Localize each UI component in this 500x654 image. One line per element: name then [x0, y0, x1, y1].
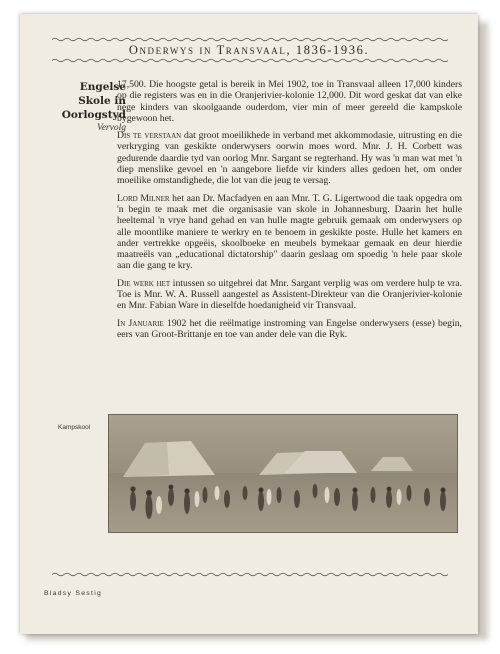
- paragraph-text: 1902 het die reëlmatige instroming van Engelse onderwysers (esse) begin, eers van Groot-Brittanje en toe van ander dele van die Ryk.: [117, 317, 462, 340]
- marginal-heading: [56, 80, 126, 134]
- figure-caption: Kampskool: [58, 424, 91, 431]
- paragraph-text: het aan Dr. Macfadyen en aan Mnr. T. G. Ligertwood die taak opgedra om 'n begin te maak met die organisasie van skole in Johannesburg. Daarin het hulle heeltemal 'n vrye hand gehad en van hulle magte gebruik gemaak om onderwysers op alle moontlike maniere te werkry en te benoem in geskikte poste. Hulle het kamers en ander vertrekke opgeëis, skoolboeke en meubels bymekaar gemaak en deur hierdie maatreëls van „educational dictatorship" daarin geslaag om spoedig 'n hele paar skole aan die gang te kry.: [117, 192, 462, 272]
- book-page: [20, 14, 478, 634]
- paragraph-3: [117, 193, 462, 272]
- paragraph-2: [117, 130, 462, 186]
- body-text: [117, 79, 462, 346]
- footer-rule: [52, 572, 448, 577]
- paragraph-text: dat groot moeilikhede in verband met akkommodasie, uitrusting en die verkryging van geskikte onderwysers oorwin moes word. Mnr. J. H. Corbett was gedurende daardie tyd van oorlog Mnr. Sargant se regterhand. Hy was 'n man wat met 'n diep menslike gevoel en 'n aangebore liefde vir kinders alles gedoen het, om onder moeilike omstandighede, die lot van die jeug te versag.: [117, 130, 462, 187]
- photo-illustration: [109, 415, 457, 532]
- paragraph-text: 17,500. Die hoogste getal is bereik in Mei 1902, toe in Transvaal alleen 17,000 kinders op die registers was en in die Oranjerivier-kolonie 12,000. Dit word geskat dat van elke nege kinders van skoolgaande ouderdom, vier min of meer gereeld die kampskole bygewoon het.: [117, 79, 462, 124]
- paragraph-text: intussen so uitgebrei dat Mnr. Sargant verplig was om verdere hulp te vra. Toe is Mnr. W. A. Russell aangestel as Assistent-Direkteur van die Oranjerivier-kolonie en Mnr. Fabian Ware in dieselfde hoedanigheid vir Transvaal.: [117, 277, 462, 312]
- marginal-heading-line-3: Oorlogstyd: [61, 109, 126, 121]
- camp-school-photo: [108, 414, 458, 533]
- paragraph-4: [117, 278, 462, 312]
- paragraph-lead: Lord Milner: [117, 192, 170, 204]
- marginal-heading-line-2: Skole in: [78, 95, 126, 107]
- paragraph-1: [117, 79, 462, 124]
- paragraph-lead: Die werk het: [117, 277, 171, 289]
- header-top-rule: [52, 37, 448, 42]
- page-footer: Bladsy Sestig: [44, 590, 103, 597]
- paragraph-5: [117, 318, 462, 341]
- paragraph-lead: In Januarie: [117, 317, 164, 329]
- marginal-heading-line-1: Engelse: [79, 81, 126, 93]
- header-bottom-rule: [52, 58, 448, 63]
- running-header: Onderwys in Transvaal, 1836-1936.: [128, 43, 370, 57]
- paragraph-lead: Dis te verstaan: [117, 130, 182, 142]
- marginal-subheading: Vervolg: [96, 123, 126, 133]
